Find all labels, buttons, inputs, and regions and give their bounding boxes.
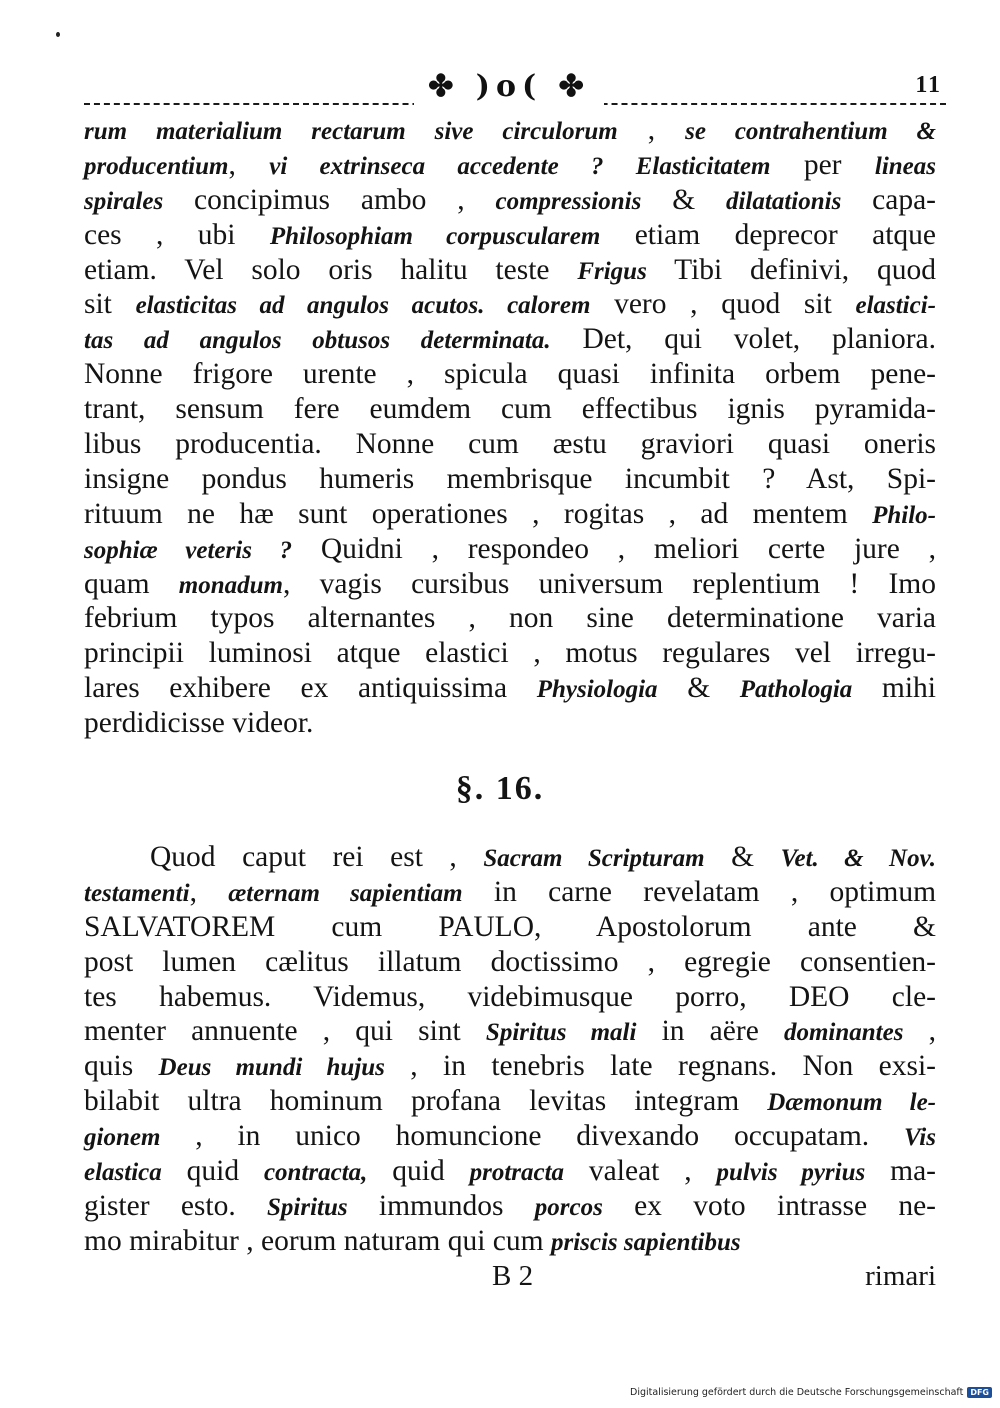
text-line: [84, 945, 936, 980]
italic-run: Spiritus mali: [485, 1019, 637, 1047]
text-run: in carne revelatam , optimum: [462, 875, 937, 908]
italic-run: se contrahentium &: [685, 118, 936, 145]
text-run: sit: [84, 288, 136, 321]
text-line: [84, 253, 936, 288]
text-line: [84, 1049, 936, 1084]
text-run: ,: [617, 114, 686, 146]
text-run: trant, sensum fere eumdem cum effectibus ignis pyramida-: [84, 393, 936, 426]
italic-run: gionem: [84, 1124, 161, 1152]
text-run: febrium typos alternantes , non sine determinatione varia: [84, 602, 936, 635]
page-number: 11: [915, 72, 942, 98]
signature-mark: B 2: [492, 1260, 534, 1292]
text-run: Det, qui volet, planiora.: [550, 323, 936, 356]
italic-run: æternam sapientiam: [228, 879, 463, 907]
text-run: quid: [367, 1155, 470, 1188]
italic-run: dominantes: [783, 1019, 904, 1047]
italic-run: tas ad angulos obtusos determinata.: [84, 327, 551, 355]
text-run: quam: [84, 567, 179, 600]
italic-run: pulvis pyrius: [716, 1159, 866, 1187]
text-line: [84, 567, 936, 602]
text-run: principii luminosi atque elastici , motus regulares vel irregu-: [84, 637, 936, 670]
text-run: etiam deprecor atque: [600, 218, 936, 251]
italic-run: vi extrinseca accedente ? Elasticitatem: [269, 152, 771, 180]
text-line: [84, 1014, 936, 1049]
text-run: gister esto.: [84, 1189, 267, 1222]
text-line: [84, 427, 936, 462]
text-run: per: [770, 148, 875, 181]
italic-run: testamenti: [84, 879, 190, 907]
italic-run: Deus mundi hujus: [158, 1054, 385, 1082]
text-run: Nonne frigore urente , spicula quasi infinita orbem pene-: [84, 358, 936, 391]
text-run: mihi: [852, 672, 936, 705]
text-run: tes habemus. Videmus, videbimusque porro, DEO cle-: [84, 980, 936, 1013]
text-run: Quidni , respondeo , meliori certe jure ,: [292, 532, 936, 565]
text-line: [84, 392, 936, 427]
dfg-logo: DFG: [967, 1387, 992, 1398]
text-run: lares exhibere ex antiquissima: [84, 672, 537, 705]
italic-run: Philosophiam corpuscularem: [269, 222, 601, 250]
credit-text: Digitalisierung gefördert durch die Deutsche Forschungsgemeinschaft: [630, 1387, 964, 1398]
page-header: [84, 66, 946, 110]
italic-run: Vis: [904, 1124, 936, 1152]
text-run: , in tenebris late regnans. Non exsi-: [384, 1050, 937, 1083]
paragraph-15-continuation: [84, 113, 936, 741]
text-run: perdidicisse videor.: [84, 707, 314, 740]
italic-run: dilatationis: [725, 187, 842, 215]
text-line: [84, 1189, 936, 1224]
text-run: concipimus ambo ,: [163, 183, 496, 216]
text-line: [84, 532, 936, 567]
italic-run: Spiritus: [267, 1193, 348, 1221]
text-line: [84, 1154, 936, 1189]
section-heading: §. 16.: [455, 770, 545, 807]
text-line: [84, 1224, 936, 1259]
text-run: capa-: [841, 183, 936, 216]
digitization-credit: [630, 1387, 992, 1398]
text-line: [84, 218, 936, 253]
text-line: [84, 287, 936, 322]
text-run: &: [657, 672, 740, 705]
italic-run: lineas: [874, 152, 937, 180]
text-line: [84, 148, 936, 183]
text-line: [84, 183, 936, 218]
text-line: [84, 980, 936, 1015]
italic-run: elastici-: [855, 292, 936, 320]
italic-run: spirales: [84, 187, 164, 215]
text-run: libus producentia. Nonne cum æstu graviori quasi oneris: [84, 428, 936, 461]
text-run: ,: [228, 148, 270, 181]
italic-run: monadum: [178, 571, 283, 599]
text-run: SALVATOREM cum PAULO, Apostolorum ante &: [84, 910, 936, 943]
text-line: [84, 601, 936, 636]
text-run: ex voto intrasse ne-: [602, 1189, 936, 1222]
italic-run: Vet. & Nov.: [780, 845, 937, 872]
text-run: post lumen cælitus illatum doctissimo , egregie consentien-: [84, 945, 936, 978]
text-line: [84, 462, 936, 497]
italic-run: Sacram Scripturam: [483, 845, 705, 872]
text-run: Quod caput rei est ,: [150, 841, 484, 873]
text-line: [84, 910, 936, 945]
text-run: Tibi definivi, quod: [646, 253, 936, 286]
text-run: vero , quod sit: [590, 288, 856, 321]
text-line: [84, 113, 936, 148]
italic-run: sophiæ veteris ?: [84, 536, 293, 564]
text-run: ma-: [865, 1155, 936, 1188]
italic-run: Dæmonum le-: [767, 1089, 936, 1117]
text-run: quis: [84, 1050, 159, 1083]
italic-run: Frigus: [577, 257, 647, 285]
paragraph-16: [84, 840, 936, 1259]
text-line: [84, 1084, 936, 1119]
text-line: [84, 636, 936, 671]
catchword: rimari: [865, 1260, 936, 1292]
text-line: [84, 322, 936, 357]
italic-run: rum materialium rectarum sive circulorum: [84, 118, 618, 145]
text-run: insigne pondus humeris membrisque incumbit ? Ast, Spi-: [84, 462, 936, 495]
ink-speck: [56, 32, 60, 37]
italic-run: producentium: [84, 152, 229, 180]
text-run: menter annuente , qui sint: [84, 1015, 486, 1048]
text-run: bilabit ultra hominum profana levitas integram: [84, 1085, 768, 1118]
text-run: etiam. Vel solo oris halitu teste: [84, 253, 578, 286]
text-run: ,: [189, 875, 229, 908]
italic-run: Physiologia: [536, 676, 658, 704]
text-run: ces , ubi: [84, 218, 270, 251]
italic-run: compressionis: [495, 187, 642, 215]
text-run: , vagis cursibus universum replentium ! Imo: [282, 567, 936, 600]
text-run: immundos: [347, 1189, 535, 1222]
text-line: [84, 671, 936, 706]
text-line: [84, 875, 936, 910]
text-run: valeat ,: [564, 1155, 717, 1188]
text-line: [84, 840, 936, 875]
italic-run: elastica: [84, 1159, 162, 1187]
text-line: [84, 357, 936, 392]
text-line: [84, 1119, 936, 1154]
italic-run: porcos: [534, 1193, 603, 1221]
italic-run: contracta,: [263, 1159, 368, 1187]
text-run: &: [704, 841, 781, 873]
page-footer: [84, 1260, 936, 1300]
text-line: [84, 706, 936, 741]
text-run: quid: [161, 1155, 264, 1188]
italic-run: Pathologia: [739, 676, 853, 704]
text-run: in aëre: [636, 1015, 784, 1048]
text-run: , in unico homuncione divexando occupatam.: [160, 1120, 905, 1153]
header-ornament: ✤ )o( ✤: [414, 66, 604, 106]
italic-run: protracta: [469, 1159, 565, 1187]
text-run: rituum ne hæ sunt operationes , rogitas , ad mentem: [84, 497, 873, 530]
text-line: [84, 497, 936, 532]
text-run: ,: [903, 1015, 936, 1048]
italic-run: elasticitas ad angulos acutos. calorem: [135, 292, 591, 320]
text-run: mo mirabitur , eorum naturam qui cum: [84, 1224, 551, 1257]
italic-run: priscis sapientibus: [550, 1228, 741, 1256]
text-run: &: [641, 183, 726, 216]
italic-run: Philo-: [872, 501, 936, 529]
